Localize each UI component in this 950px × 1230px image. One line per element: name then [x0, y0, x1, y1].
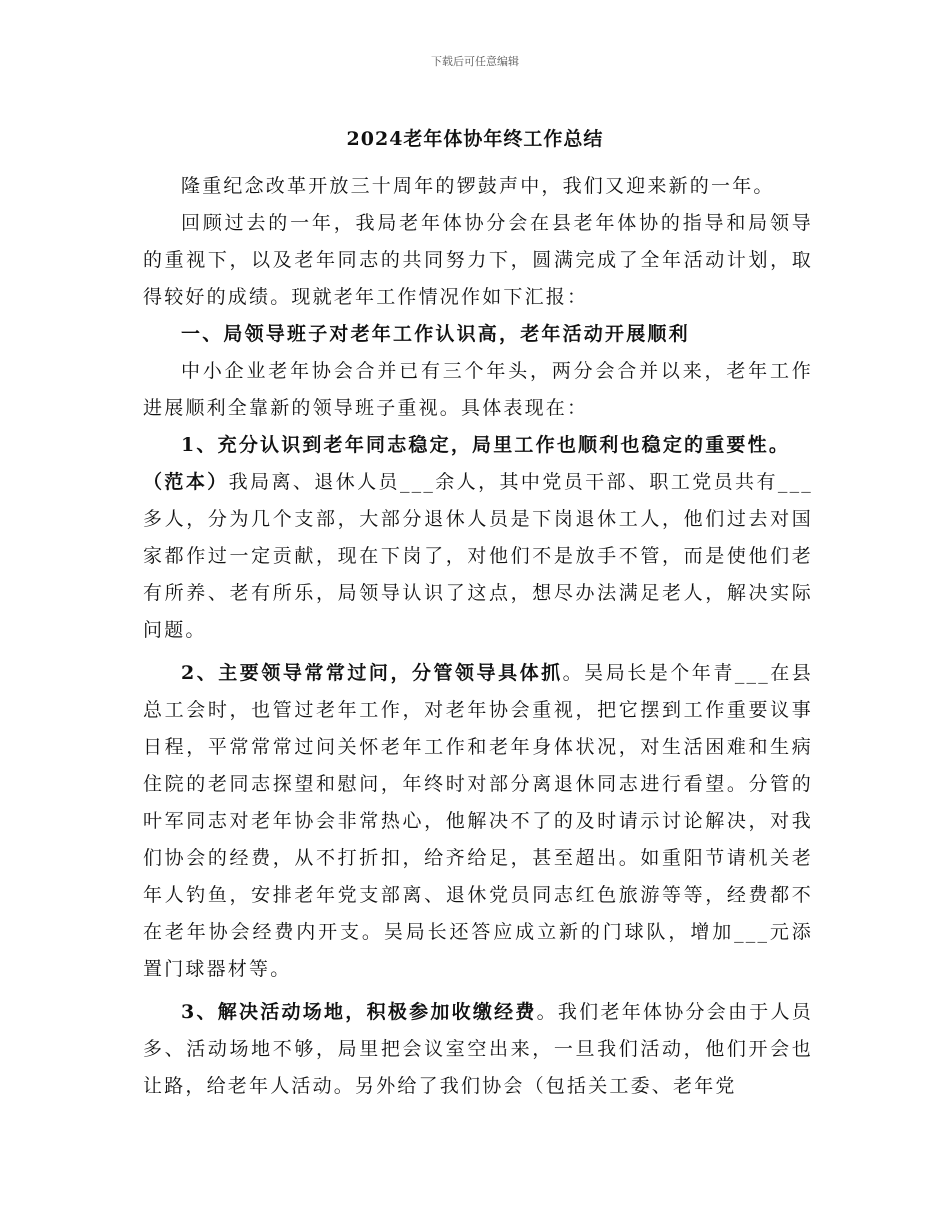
document-body	[143, 168, 813, 1105]
item-3-text: 。我们老年体协分会由于人员多、活动场地不够，局里把会议室空出来，一旦我们活动，他们开会也让路，给老年人活动。另外给了我们协会（包括关工委、老年党	[143, 1001, 813, 1097]
paragraph-intro: 隆重纪念改革开放三十周年的锣鼓声中，我们又迎来新的一年。	[181, 175, 775, 197]
item-3-paragraph	[143, 994, 813, 1105]
paragraph-merger: 中小企业老年协会合并已有三个年头，两分会合并以来，老年工作进展顺利全靠新的领导班子重视。具体表现在：	[143, 360, 813, 419]
section-heading-1: 一、局领导班子对老年工作认识高，老年活动开展顺利	[181, 323, 690, 345]
item-1-text: 我局离、退休人员___余人，其中党员干部、职工党员共有___多人，分为几个支部，大部分退休人员是下岗退休工人，他们过去对国家都作过一定贡献，现在下岗了，对他们不是放手不管，而是使他们老有所养、老有所乐，局领导认识了这点，想尽办法满足老人，解决实际问题。	[143, 471, 813, 641]
item-1-paragraph	[143, 464, 813, 649]
item-2-heading: 2、主要领导常常过问，分管领导具体抓	[181, 662, 563, 684]
item-2-paragraph	[143, 655, 813, 988]
header-note: 下载后可任意编辑	[431, 55, 519, 68]
item-2-text: 。吴局长是个年青___在县总工会时，也管过老年工作，对老年协会重视，把它摆到工作重要议事日程，平常常常过问关怀老年工作和老年身体状况，对生活困难和生病住院的老同志探望和慰问，年终时对部分离退休同志进行看望。分管的叶军同志对老年协会非常热心，他解决不了的及时请示讨论解决，对我们协会的经费，从不打折扣，给齐给足，甚至超出。如重阳节请机关老年人钓鱼，安排老年党支部离、退休党员同志红色旅游等等，经费都不在老年协会经费内开支。吴局长还答应成立新的门球队，增加___元添置门球器材等。	[143, 662, 813, 980]
paragraph-review: 回顾过去的一年，我局老年体协分会在县老年体协的指导和局领导的重视下，以及老年同志的共同努力下，圆满完成了全年活动计划，取得较好的成绩。现就老年工作情况作如下汇报：	[143, 212, 813, 308]
document-title: 2024老年体协年终工作总结	[346, 128, 604, 150]
item-1-tag: （范本）	[143, 471, 229, 493]
item-3-heading: 3、解决活动场地，积极参加收缴经费	[181, 1001, 537, 1023]
item-1-heading: 1、充分认识到老年同志稳定，局里工作也顺利也稳定的重要性。	[181, 434, 791, 456]
